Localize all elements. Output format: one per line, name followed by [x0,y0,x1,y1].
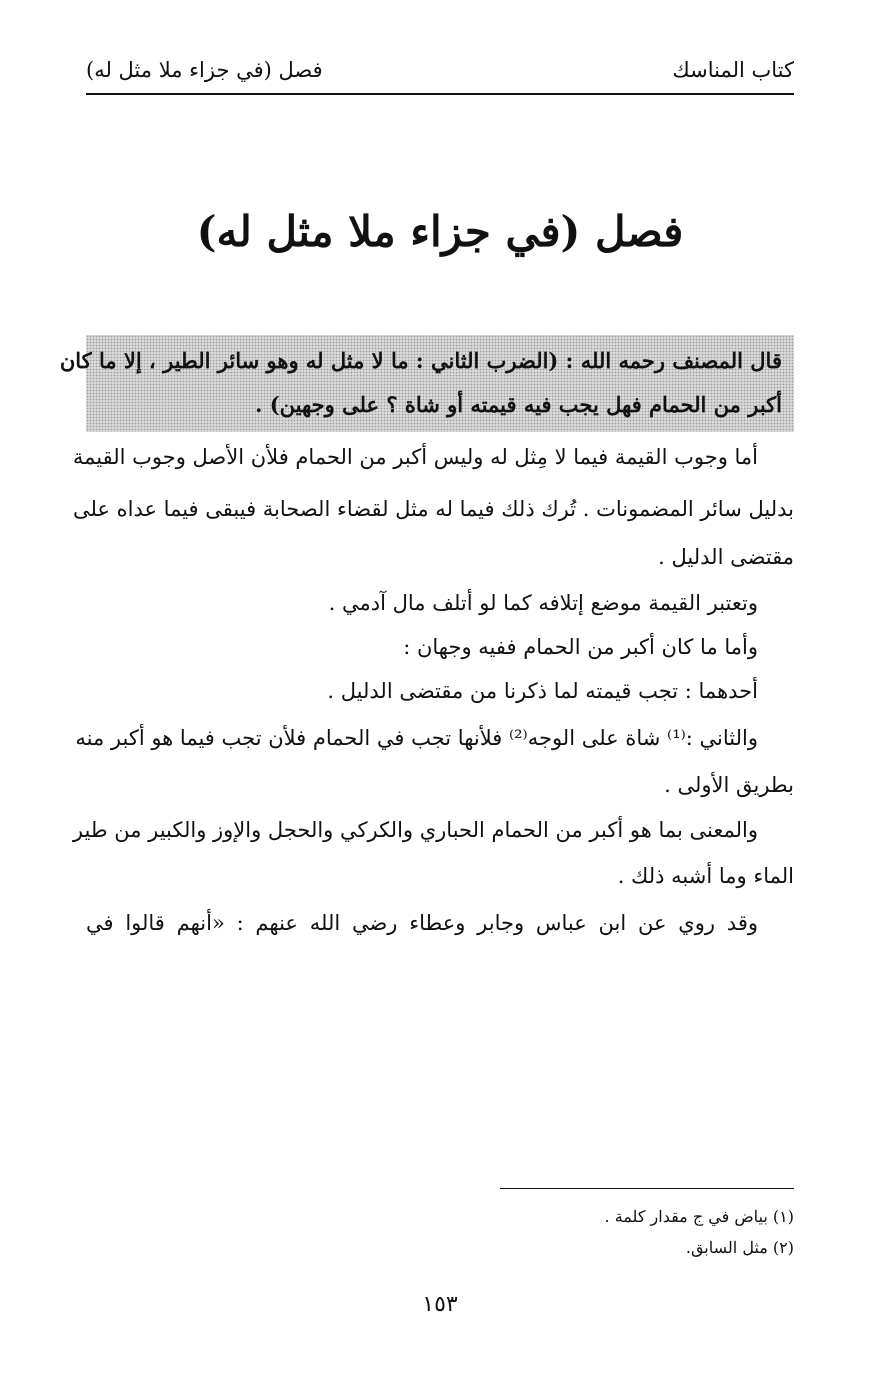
header-book-title: كتاب المناسك [672,58,794,82]
paragraph-5-line-2: بطريق الأولى . [664,773,794,797]
paragraph-3: وأما ما كان أكبر من الحمام ففيه وجهان : [403,635,758,659]
paragraph-1-line-1: أما وجوب القيمة فيما لا مِثل له وليس أكبر من الحمام فلأن الأصل وجوب القيمة [72,445,758,469]
paragraph-6-line-1: والمعنى بما هو أكبر من الحمام الحباري والكركي والحجل والإوز والكبير من طير [72,818,758,842]
paragraph-1-line-3: مقتضى الدليل . [658,545,794,569]
running-header [86,50,794,90]
header-rule [86,93,794,95]
header-section-title: فصل (في جزاء ملا مثل له) [86,58,323,82]
footnote-rule [500,1188,794,1189]
page-number: ١٥٣ [422,1292,458,1317]
footnote-1: (١) بياض في ج مقدار كلمة . [604,1207,794,1226]
chapter-title: فصل (في جزاء ملا مثل له) [196,207,684,256]
paragraph-1-line-2: بدليل سائر المضمونات . تُرك ذلك فيما له مثل لقضاء الصحابة فيبقى فيما عداه على [72,497,794,521]
quote-line-2: أكبر من الحمام فهل يجب فيه قيمته أو شاة ؟ على وجهين) . [255,392,782,417]
quote-line-1: قال المصنف رحمه الله : (الضرب الثاني : ما لا مثل له وهو سائر الطير ، إلا ما كان [59,348,782,373]
paragraph-2: وتعتبر القيمة موضع إتلافه كما لو أتلف مال آدمي . [328,591,758,615]
paragraph-5-line-1: والثاني :⁽¹⁾ شاة على الوجه⁽²⁾ فلأنها تجب في الحمام فلأن تجب فيما هو أكبر منه [75,726,758,750]
footnote-2: (٢) مثل السابق. [685,1238,794,1257]
paragraph-7-line-1: وقد روي عن ابن عباس وجابر وعطاء رضي الله عنهم : «أنهم قالوا في [86,911,758,935]
paragraph-4: أحدهما : تجب قيمته لما ذكرنا من مقتضى الدليل . [327,679,758,703]
quoted-text-block [59,335,794,432]
paragraph-6-line-2: الماء وما أشبه ذلك . [617,864,794,888]
